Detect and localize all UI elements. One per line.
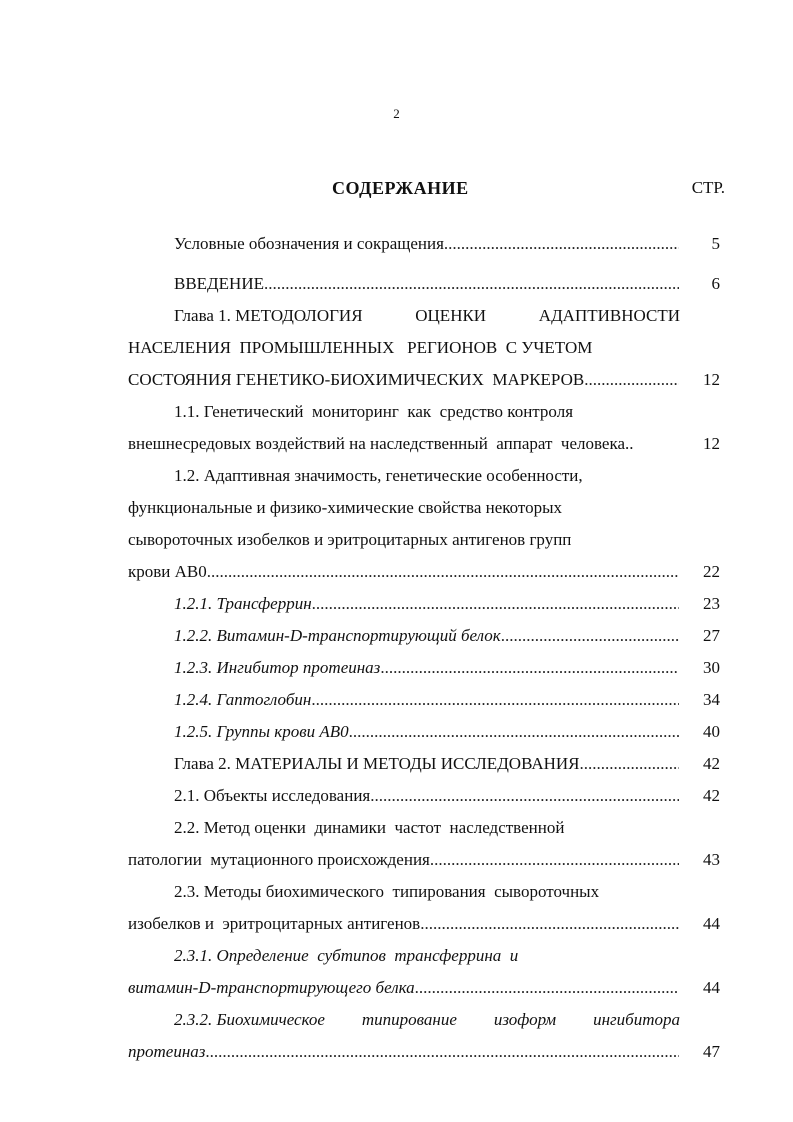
toc-entry-text: изобелков и эритроцитарных антигенов <box>128 914 421 933</box>
toc-entry-text: СОСТОЯНИЯ ГЕНЕТИКО-БИОХИМИЧЕСКИХ МАРКЕРОВ <box>128 370 585 389</box>
toc-page-number: 47 <box>703 1042 720 1061</box>
toc-entry-1-1-line-2[interactable]: внешнесредовых воздействий на наследственный аппарат человека.. <box>128 434 634 453</box>
toc-entry-vitamin-d-protein[interactable] <box>174 624 679 648</box>
toc-entry-introduction[interactable] <box>174 272 679 296</box>
toc-page-number: 12 <box>703 370 720 389</box>
toc-entry-1-2-line-2: функциональные и физико-химические свойства некоторых <box>128 498 563 517</box>
toc-page-number: 27 <box>703 626 720 645</box>
toc-page-number: 34 <box>703 690 720 709</box>
word: ингибитора <box>593 1010 680 1029</box>
toc-entry-haptoglobin[interactable] <box>174 688 679 712</box>
toc-entry-text: 1.2.3. Ингибитор протеиназ <box>174 658 381 677</box>
leader-dots <box>380 656 679 680</box>
toc-page-number: 44 <box>703 914 720 933</box>
toc-entry-2-3-line-1[interactable]: 2.3. Методы биохимического типирования сывороточных <box>174 882 600 901</box>
toc-entry-text: 2.1. Объекты исследования <box>174 786 371 805</box>
word: типирование <box>361 1010 457 1029</box>
toc-entry-chapter-1-line-1[interactable] <box>174 304 680 328</box>
toc-entry-text: Глава 2. МАТЕРИАЛЫ И МЕТОДЫ ИССЛЕДОВАНИЯ <box>174 754 580 773</box>
leader-dots <box>444 232 679 256</box>
toc-page-number: 23 <box>703 594 720 613</box>
word: АДАПТИВНОСТИ <box>538 306 680 325</box>
toc-entry-text: 1.2.2. Витамин-D-транспортирующий белок <box>174 626 501 645</box>
toc-entry-2-3-line-2[interactable] <box>128 912 679 936</box>
toc-entry-1-2-line-3: сывороточных изобелков и эритроцитарных антигенов групп <box>128 530 572 549</box>
toc-entry-2-3-2-line-2[interactable] <box>128 1040 679 1064</box>
word: изоформ <box>493 1010 557 1029</box>
toc-page-number: 43 <box>703 850 720 869</box>
toc-page-number: 42 <box>703 786 720 805</box>
page-column-label: СТР. <box>691 178 725 197</box>
leader-dots <box>430 848 679 872</box>
toc-page-number: 6 <box>711 274 720 293</box>
leader-dots <box>420 912 679 936</box>
leader-dots <box>370 784 679 808</box>
toc-entry-chapter-1-line-3[interactable] <box>128 368 679 392</box>
word: 2.3.2. Биохимическое <box>174 1010 325 1029</box>
toc-entry-text: Условные обозначения и сокращения <box>174 234 444 253</box>
toc-entry-2-3-1-line-2[interactable] <box>128 976 679 1000</box>
toc-entry-1-1-line-1[interactable]: 1.1. Генетический мониторинг как средство контроля <box>174 402 574 421</box>
leader-dots <box>264 272 679 296</box>
toc-entry-text: ВВЕДЕНИЕ <box>174 274 264 293</box>
toc-page-number: 5 <box>711 234 720 253</box>
toc-entry-text: протеиназ <box>128 1042 206 1061</box>
leader-dots <box>349 720 679 744</box>
toc-entry-protease-inhibitor[interactable] <box>174 656 679 680</box>
toc-entry-2-2-line-2[interactable] <box>128 848 679 872</box>
toc-entry-text: крови АВ0 <box>128 562 207 581</box>
page-title: СОДЕРЖАНИЕ <box>332 178 469 198</box>
toc-page-number: 22 <box>703 562 720 581</box>
toc-entry-chapter-2[interactable] <box>174 752 679 776</box>
word: Глава 1. МЕТОДОЛОГИЯ <box>174 306 363 325</box>
leader-dots <box>312 592 679 616</box>
toc-entry-text: 1.2.4. Гаптоглобин <box>174 690 312 709</box>
leader-dots <box>205 1040 679 1064</box>
toc-entry-blood-groups[interactable] <box>174 720 679 744</box>
toc-page-number: 40 <box>703 722 720 741</box>
toc-entry-2-3-1-line-1[interactable]: 2.3.1. Определение субтипов трансферрина и <box>174 946 519 965</box>
toc-entry-text: 1.2.1. Трансферрин <box>174 594 312 613</box>
leader-dots <box>311 688 679 712</box>
toc-page-number: 44 <box>703 978 720 997</box>
word: ОЦЕНКИ <box>415 306 487 325</box>
toc-entry-2-1[interactable] <box>174 784 679 808</box>
toc-entry-text: патологии мутационного происхождения <box>128 850 430 869</box>
toc-page-number: 30 <box>703 658 720 677</box>
toc-entry-abbreviations[interactable] <box>174 232 679 256</box>
toc-entry-2-2-line-1[interactable]: 2.2. Метод оценки динамики частот наследственной <box>174 818 565 837</box>
toc-entry-text: 1.2.5. Группы крови АВ0 <box>174 722 349 741</box>
leader-dots <box>584 368 679 392</box>
toc-page-number: 42 <box>703 754 720 773</box>
leader-dots <box>207 560 679 584</box>
leader-dots <box>501 624 679 648</box>
toc-page-number: 12 <box>703 434 720 453</box>
toc-entry-chapter-1-line-2: НАСЕЛЕНИЯ ПРОМЫШЛЕННЫХ РЕГИОНОВ С УЧЕТОМ <box>128 338 593 357</box>
toc-entry-transferrin[interactable] <box>174 592 679 616</box>
page-number: 2 <box>393 106 400 121</box>
leader-dots <box>415 976 679 1000</box>
leader-dots <box>580 752 679 776</box>
toc-entry-2-3-2-line-1[interactable] <box>174 1008 680 1032</box>
toc-entry-1-2-line-4[interactable] <box>128 560 679 584</box>
toc-entry-1-2-line-1[interactable]: 1.2. Адаптивная значимость, генетические особенности, <box>174 466 583 485</box>
toc-entry-text: витамин-D-транспортирующего белка <box>128 978 415 997</box>
